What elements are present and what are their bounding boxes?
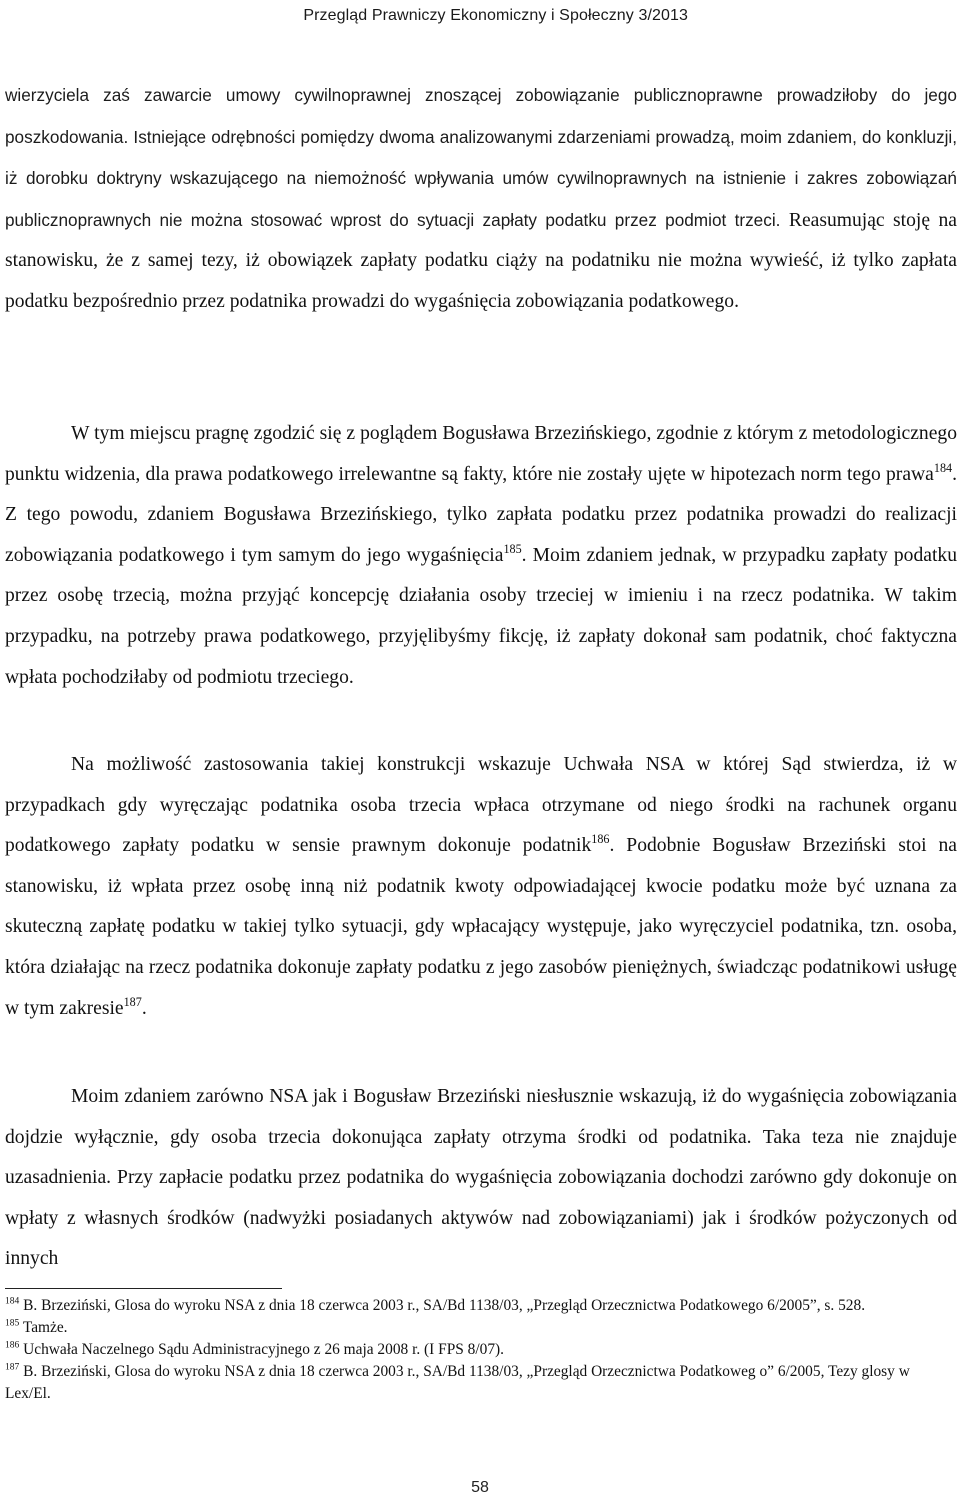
footnote-text: Tamże.: [19, 1319, 68, 1336]
paragraph-text: Reasumując stoję na stanowisku, że z samej tezy, iż obowiązek zapłaty podatku ciąży na podatniku nie można wywieść, iż tylko zapłata podatku bezpośrednio przez podatnika prowadzi do wygaśnięcia zobowiązania podatkowego.: [5, 209, 957, 312]
paragraph-author-opinion: [5, 1077, 957, 1280]
paragraph-text: . Moim zdaniem jednak, w przypadku zapłaty podatku przez osobę trzecią, można przyjąć koncepcję działania osoby trzeciej w imieniu i na rzecz podatnika. W takim przypadku, na potrzeby prawa podatkowego, przyjęlibyśmy fikcję, iż zapłaty dokonał sam podatnik, choć faktyczna wpłata pochodziłaby od podmiotu trzeciego.: [5, 544, 957, 688]
footnote-ref-185[interactable]: 185: [503, 541, 522, 556]
footnote-ref-184[interactable]: 184: [933, 460, 953, 475]
paragraph-text: .: [141, 997, 147, 1019]
footnote-186: [5, 1339, 956, 1361]
footnote-184: [5, 1295, 956, 1317]
paragraph-text: W tym miejscu pragnę zgodzić się z poglądem Bogusława Brzezińskiego, zgodnie z którym z metodologicznego punktu widzenia, dla prawa podatkowego irrelewantne są fakty, które nie zostały ujęte w hipotezach norm tego prawa: [5, 423, 957, 485]
paragraph-text: wierzyciela zaś zawarcie umowy cywilnoprawnej znoszącej zobowiązanie publicznoprawne prowadziłoby do jego poszkodowania. Istniejące odrębności pomiędzy dwoma analizowanymi zdarzeniami prowadzą, moim zdaniem, do konkluzji, iż dorobku doktryny wskazującego na niemożność wpływania umów cywilnoprawnych na istnienie i zakres zobowiązań publicznoprawnych nie można stosować wprost do sytuacji zapłaty podatku przez podmiot trzeci.: [5, 85, 957, 230]
page-number: 58: [471, 1479, 489, 1496]
footnote-text: Uchwała Naczelnego Sądu Administracyjnego z 26 maja 2008 r. (I FPS 8/07).: [19, 1341, 504, 1358]
paragraph-brzezinski-view: [5, 414, 957, 698]
running-header: Przegląd Prawniczy Ekonomiczny i Społeczny 3/2013: [303, 7, 688, 24]
paragraph-text: . Z tego powodu, zdaniem Bogusława Brzezińskiego, tylko zapłata podatku przez podatnika prowadzi do realizacji zobowiązania podatkowego i tym samym do jego wygaśnięcia: [5, 463, 957, 566]
paragraph-text: . Podobnie Bogusław Brzeziński stoi na stanowisku, iż wpłata przez osobę inną niż podatnik kwoty odpowiadającej kwocie podatku może być uznana za skuteczną zapłatę podatku w takiej tylko sytuacji, gdy wpłacający występuje, jako wyręczyciel podatnika, tzn. osoba, która działając na rzecz podatnika dokonuje zapłaty podatku z jego zasobów pieniężnych, świadcząc podatnikowi usługę w tym zakresie: [5, 835, 957, 1019]
footnote-ref-187[interactable]: 187: [123, 994, 142, 1009]
footnote-text: B. Brzeziński, Glosa do wyroku NSA z dnia 18 czerwca 2003 r., SA/Bd 1138/03, „Przegląd Orzecznictwa Podatkowego 6/2005”, s. 528.: [19, 1297, 866, 1314]
footnote-text: B. Brzeziński, Glosa do wyroku NSA z dnia 18 czerwca 2003 r., SA/Bd 1138/03, „Przegląd Orzecznictwa Podatkoweg o” 6/2005, Tezy glosy w Lex/El.: [5, 1363, 910, 1402]
footnote-185: [5, 1317, 956, 1339]
paragraph-continuation: [5, 75, 957, 323]
footnote-number: 187: [5, 1361, 20, 1373]
footnote-number: 184: [5, 1295, 20, 1307]
footnote-separator: [5, 1288, 282, 1289]
footnote-187: [5, 1361, 956, 1405]
paragraph-nsa-resolution: [5, 745, 957, 1029]
paragraph-text: Moim zdaniem zarówno NSA jak i Bogusław Brzeziński niesłusznie wskazują, iż do wygaśnięcia zobowiązania dojdzie wyłącznie, gdy osoba trzecia dokonująca zapłaty otrzyma środki od podatnika. Taka teza nie znajduje uzasadnienia. Przy zapłacie podatku przez podatnika do wygaśnięcia zobowiązania dochodzi zarówno gdy dokonuje on wpłaty z własnych środków (nadwyżki posiadanych aktywów nad zobowiązaniami) jak i środków pożyczonych od innych: [5, 1086, 957, 1270]
footnote-number: 185: [5, 1317, 20, 1329]
paragraph-text: Na możliwość zastosowania takiej konstrukcji wskazuje Uchwała NSA w której Sąd stwierdza, iż w przypadkach gdy wyręczając podatnika osoba trzecia wpłaca otrzymane od niego środki na rachunek organu podatkowego zapłaty podatku w sensie prawnym dokonuje podatnik: [5, 754, 957, 857]
footnote-ref-186[interactable]: 186: [591, 831, 610, 846]
footnote-number: 186: [5, 1339, 20, 1351]
footnotes: [5, 1295, 956, 1405]
